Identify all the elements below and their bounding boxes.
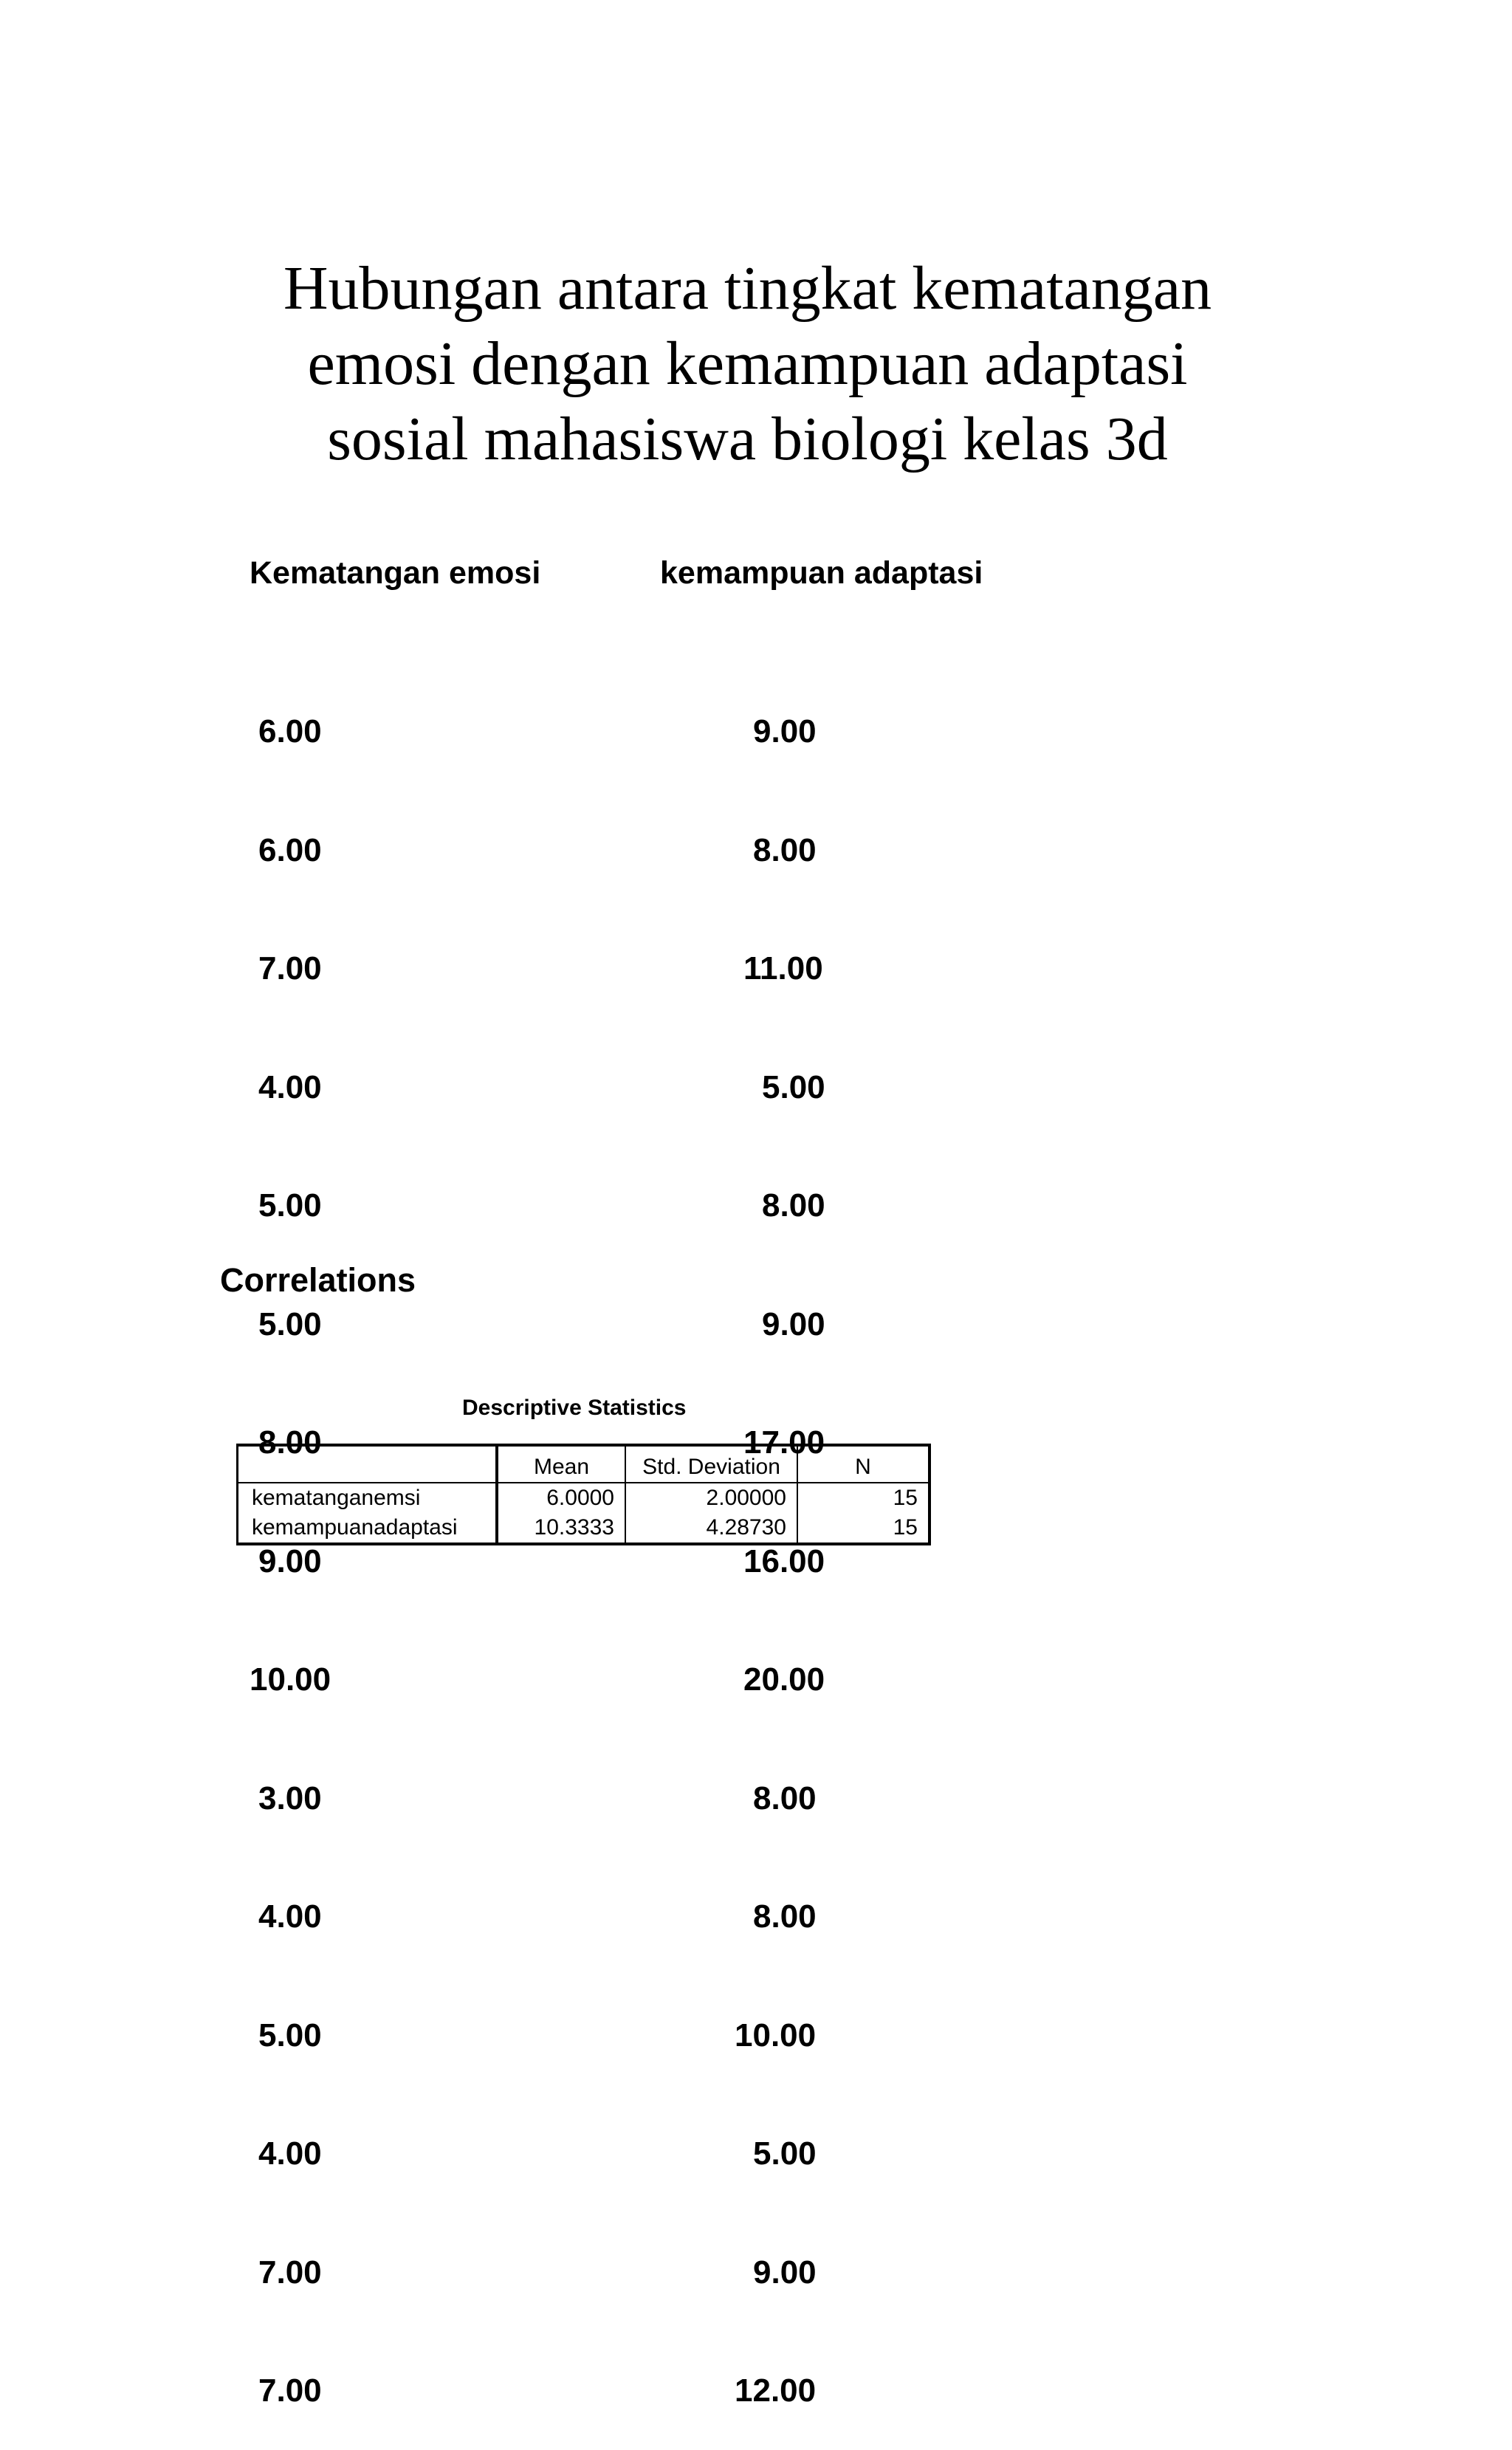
value-row: 5.00: [762, 1068, 825, 1105]
value-row: 4.00: [258, 1898, 322, 1935]
value-row: 9.00: [258, 1543, 322, 1579]
value-row: 8.00: [753, 831, 817, 868]
column-header-kematangan-emosi: Kematangan emosi: [250, 555, 541, 591]
value-row: 8.00: [753, 1780, 817, 1816]
value-row: 7.00: [258, 950, 322, 986]
table-row: [238, 1483, 930, 1513]
value-row: 4.00: [258, 2135, 322, 2172]
value-row: 10.00: [735, 2017, 817, 2053]
value-row: 12.00: [735, 2372, 817, 2409]
value-row: 8.00: [753, 1898, 817, 1935]
table-header-row: [238, 1445, 930, 1483]
cell-mean: 6.0000: [497, 1483, 625, 1513]
cell-n: 15: [893, 1486, 918, 1510]
value-row: 5.00: [753, 2135, 817, 2172]
header-std-deviation: Std. Deviation: [625, 1445, 797, 1483]
header-mean: Mean: [497, 1445, 625, 1483]
value-row: 6.00: [258, 831, 322, 868]
value-row: 5.00: [258, 1305, 322, 1342]
value-row: 4.00: [258, 1068, 322, 1105]
value-row: 9.00: [753, 2254, 817, 2291]
header-blank: [238, 1445, 498, 1483]
value-row: 5.00: [258, 2017, 322, 2053]
value-row: 5.00: [258, 1187, 322, 1224]
descriptive-statistics-title: Descriptive Statistics: [462, 1396, 687, 1420]
value-row: 17.00: [743, 1424, 825, 1461]
value-row: 8.00: [762, 1187, 825, 1224]
header-n: N: [797, 1445, 929, 1483]
value-row: 7.00: [258, 2254, 322, 2291]
value-row: 11.00: [743, 950, 823, 986]
cell-mean: 10.3333: [497, 1513, 625, 1544]
value-row: 6.00: [258, 713, 322, 749]
document-title: [0, 251, 1495, 477]
title-line-3: sosial mahasiswa biologi kelas 3d: [327, 405, 1168, 473]
value-row: 16.00: [743, 1543, 825, 1579]
title-line-1: Hubungan antara tingkat kematangan: [283, 254, 1212, 323]
cell-n: 15: [893, 1515, 918, 1540]
value-row: 10.00: [250, 1661, 331, 1698]
cell-std-deviation: 4.28730: [625, 1513, 797, 1544]
value-row: 9.00: [753, 713, 817, 749]
descriptive-statistics-table: [236, 1444, 931, 1545]
table-row: [238, 1513, 930, 1544]
value-row: 7.00: [258, 2372, 322, 2409]
title-line-2: emosi dengan kemampuan adaptasi: [307, 329, 1188, 398]
value-row: 8.00: [258, 1424, 322, 1461]
column-header-kemampuan-adaptasi: kemampuan adaptasi: [660, 555, 983, 591]
value-row: 3.00: [258, 1780, 322, 1816]
correlations-heading: Correlations: [220, 1261, 416, 1299]
value-row: 9.00: [762, 1305, 825, 1342]
row-label: kemampuanadaptasi: [238, 1513, 498, 1544]
row-label: kematanganemsi: [238, 1483, 498, 1513]
value-row: 20.00: [743, 1661, 825, 1698]
cell-std-deviation: 2.00000: [625, 1483, 797, 1513]
